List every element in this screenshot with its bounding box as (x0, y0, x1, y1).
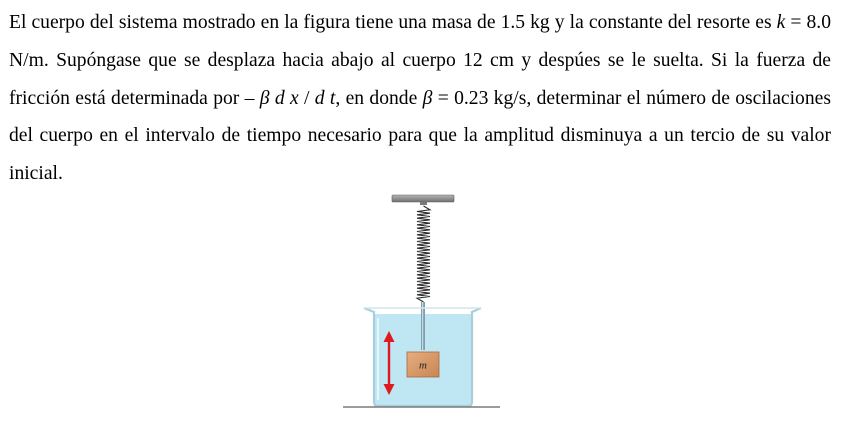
problem-text-segment: = 0.23 kg/s, determinar el número de oscilaciones del cuerpo en el intervalo de tiempo necesario para que la amplitud disminuya a un tercio de su valor inicial. (9, 87, 831, 185)
spring-mass-figure (340, 190, 510, 415)
mass-label: m (419, 359, 427, 372)
variable-t: t (329, 87, 336, 109)
beta-symbol: β (259, 87, 270, 109)
problem-text-segment: El cuerpo del sistema mostrado en la figura tiene una masa de 1.5 kg y la constante del resorte es (9, 12, 777, 33)
differential-d: d (314, 87, 325, 109)
ceiling-mount (420, 202, 427, 205)
division-slash: / (298, 87, 315, 109)
problem-text-segment: = 8.0 N/m. Supóngase que se desplaza hacia abajo al cuerpo 12 cm y despúes se le suelta. Si la fuerza de fricción está determinada por – (9, 12, 831, 109)
beta-symbol: β (422, 87, 433, 109)
problem-text-segment: , en donde (335, 87, 423, 109)
spring-icon (417, 206, 430, 302)
figure-svg (340, 190, 510, 415)
rod-inner (422, 302, 423, 350)
variable-x: x (289, 87, 299, 109)
spring-constant-symbol: k (776, 12, 786, 33)
problem-statement (9, 4, 831, 193)
problem-text (9, 4, 831, 193)
differential-d: d (274, 87, 285, 109)
ceiling-support-icon (392, 195, 454, 202)
